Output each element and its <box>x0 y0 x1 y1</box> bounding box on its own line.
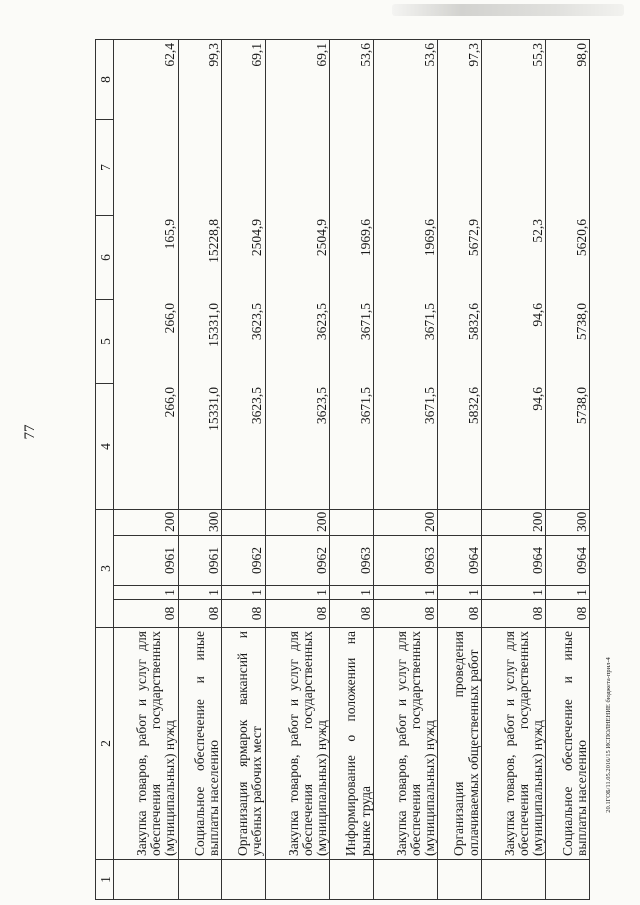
row-target-code-cell: 0963 <box>330 536 374 586</box>
row-expense-type-cell <box>438 510 482 536</box>
header-cell-3: 3 <box>96 510 114 628</box>
row-expense-type-cell <box>330 510 374 536</box>
row-name-cell: Социальное обеспечение и иные выплаты населению <box>178 628 222 860</box>
row-chapter-cell: 08 <box>373 600 438 628</box>
row-col6-cell: 94,6 <box>481 300 546 384</box>
row-expense-type-cell: 200 <box>114 510 179 536</box>
row-name-cell: Организация ярмарок вакансий и учебных рабочих мест <box>222 628 266 860</box>
row-subsection-cell: 1 <box>546 586 590 600</box>
header-cell-8: 8 <box>96 40 114 120</box>
row-col6-cell: 3671,5 <box>373 300 438 384</box>
row-col8-cell: 97,3 <box>438 40 482 216</box>
row-col5-cell: 3671,5 <box>330 384 374 510</box>
row-name-cell: Закупка товаров, работ и услуг для обеспечения государственных (муниципальных) нужд <box>481 628 546 860</box>
page-number: 77 <box>22 424 38 440</box>
table-row <box>438 40 482 900</box>
rotated-table-sheet <box>95 40 590 900</box>
row-expense-type-cell: 200 <box>265 510 330 536</box>
row-col7-cell: 15228,8 <box>178 216 222 300</box>
table-row <box>114 40 179 900</box>
row-col6-cell: 5832,6 <box>438 300 482 384</box>
header-cell-5: 5 <box>96 300 114 384</box>
row-name-cell: Социальное обеспечение и иные выплаты населению <box>546 628 590 860</box>
row-target-code-cell: 0964 <box>438 536 482 586</box>
row-col6-cell: 5738,0 <box>546 300 590 384</box>
row-col8-cell: 69,1 <box>265 40 330 216</box>
row-col8-cell: 69,1 <box>222 40 266 216</box>
row-first-column-cell <box>114 860 179 900</box>
header-row <box>96 40 114 900</box>
row-target-code-cell: 0962 <box>265 536 330 586</box>
row-subsection-cell: 1 <box>330 586 374 600</box>
header-cell-6: 6 <box>96 216 114 300</box>
row-subsection-cell: 1 <box>438 586 482 600</box>
row-target-code-cell: 0961 <box>114 536 179 586</box>
table-row <box>546 40 590 900</box>
row-name-cell: Организация проведения оплачиваемых общественных работ <box>438 628 482 860</box>
row-target-code-cell: 0962 <box>222 536 266 586</box>
row-col5-cell: 94,6 <box>481 384 546 510</box>
row-chapter-cell: 08 <box>222 600 266 628</box>
table-row <box>265 40 330 900</box>
row-expense-type-cell: 200 <box>373 510 438 536</box>
table-row <box>481 40 546 900</box>
row-col7-cell: 5672,9 <box>438 216 482 300</box>
row-col7-cell: 1969,6 <box>330 216 374 300</box>
header-cell-4: 4 <box>96 384 114 510</box>
row-chapter-cell: 08 <box>481 600 546 628</box>
row-col8-cell: 98,0 <box>546 40 590 216</box>
row-col7-cell: 2504,9 <box>265 216 330 300</box>
table-row <box>222 40 266 900</box>
row-target-code-cell: 0963 <box>373 536 438 586</box>
row-col5-cell: 3623,5 <box>265 384 330 510</box>
row-col5-cell: 5832,6 <box>438 384 482 510</box>
row-first-column-cell <box>330 860 374 900</box>
row-col8-cell: 62,4 <box>114 40 179 216</box>
budget-table <box>95 39 590 900</box>
table-row <box>178 40 222 900</box>
row-col6-cell: 3671,5 <box>330 300 374 384</box>
row-col5-cell: 5738,0 <box>546 384 590 510</box>
scan-smudge <box>392 4 624 16</box>
row-col6-cell: 266,0 <box>114 300 179 384</box>
row-first-column-cell <box>373 860 438 900</box>
row-chapter-cell: 08 <box>265 600 330 628</box>
row-col8-cell: 55,3 <box>481 40 546 216</box>
row-col5-cell: 3623,5 <box>222 384 266 510</box>
row-col8-cell: 53,6 <box>330 40 374 216</box>
row-expense-type-cell <box>222 510 266 536</box>
row-col7-cell: 1969,6 <box>373 216 438 300</box>
row-expense-type-cell: 200 <box>481 510 546 536</box>
row-col8-cell: 53,6 <box>373 40 438 216</box>
row-subsection-cell: 1 <box>222 586 266 600</box>
row-col6-cell: 3623,5 <box>222 300 266 384</box>
row-first-column-cell <box>481 860 546 900</box>
row-chapter-cell: 08 <box>114 600 179 628</box>
row-col5-cell: 3671,5 <box>373 384 438 510</box>
row-subsection-cell: 1 <box>178 586 222 600</box>
row-target-code-cell: 0961 <box>178 536 222 586</box>
row-name-cell: Закупка товаров, работ и услуг для обеспечения государственных (муниципальных) нужд <box>265 628 330 860</box>
header-cell-2: 2 <box>96 628 114 860</box>
row-col7-cell: 5620,6 <box>546 216 590 300</box>
row-name-cell: Закупка товаров, работ и услуг для обеспечения государственных (муниципальных) нужд <box>114 628 179 860</box>
row-first-column-cell <box>438 860 482 900</box>
row-subsection-cell: 1 <box>481 586 546 600</box>
row-first-column-cell <box>178 860 222 900</box>
footer-code: 20.1ГОБ/11.05.2016/15 ИСПОЛНЕНИЕ бюджета-прил-4 <box>605 657 612 813</box>
row-col7-cell: 52,3 <box>481 216 546 300</box>
row-col5-cell: 266,0 <box>114 384 179 510</box>
row-col8-cell: 99,3 <box>178 40 222 216</box>
table-row <box>373 40 438 900</box>
row-name-cell: Информирование о положении на рынке труда <box>330 628 374 860</box>
row-first-column-cell <box>222 860 266 900</box>
row-expense-type-cell: 300 <box>178 510 222 536</box>
row-subsection-cell: 1 <box>265 586 330 600</box>
row-first-column-cell <box>546 860 590 900</box>
row-target-code-cell: 0964 <box>481 536 546 586</box>
row-col5-cell: 15331,0 <box>178 384 222 510</box>
row-name-cell: Закупка товаров, работ и услуг для обеспечения государственных (муниципальных) нужд <box>373 628 438 860</box>
row-col6-cell: 3623,5 <box>265 300 330 384</box>
row-chapter-cell: 08 <box>330 600 374 628</box>
table-body <box>96 40 590 900</box>
row-subsection-cell: 1 <box>373 586 438 600</box>
row-chapter-cell: 08 <box>178 600 222 628</box>
header-cell-1: 1 <box>96 860 114 900</box>
row-subsection-cell: 1 <box>114 586 179 600</box>
row-first-column-cell <box>265 860 330 900</box>
header-cell-7: 7 <box>96 120 114 216</box>
row-expense-type-cell: 300 <box>546 510 590 536</box>
row-col7-cell: 2504,9 <box>222 216 266 300</box>
row-col6-cell: 15331,0 <box>178 300 222 384</box>
row-target-code-cell: 0964 <box>546 536 590 586</box>
row-chapter-cell: 08 <box>546 600 590 628</box>
table-row <box>330 40 374 900</box>
row-col7-cell: 165,9 <box>114 216 179 300</box>
row-chapter-cell: 08 <box>438 600 482 628</box>
